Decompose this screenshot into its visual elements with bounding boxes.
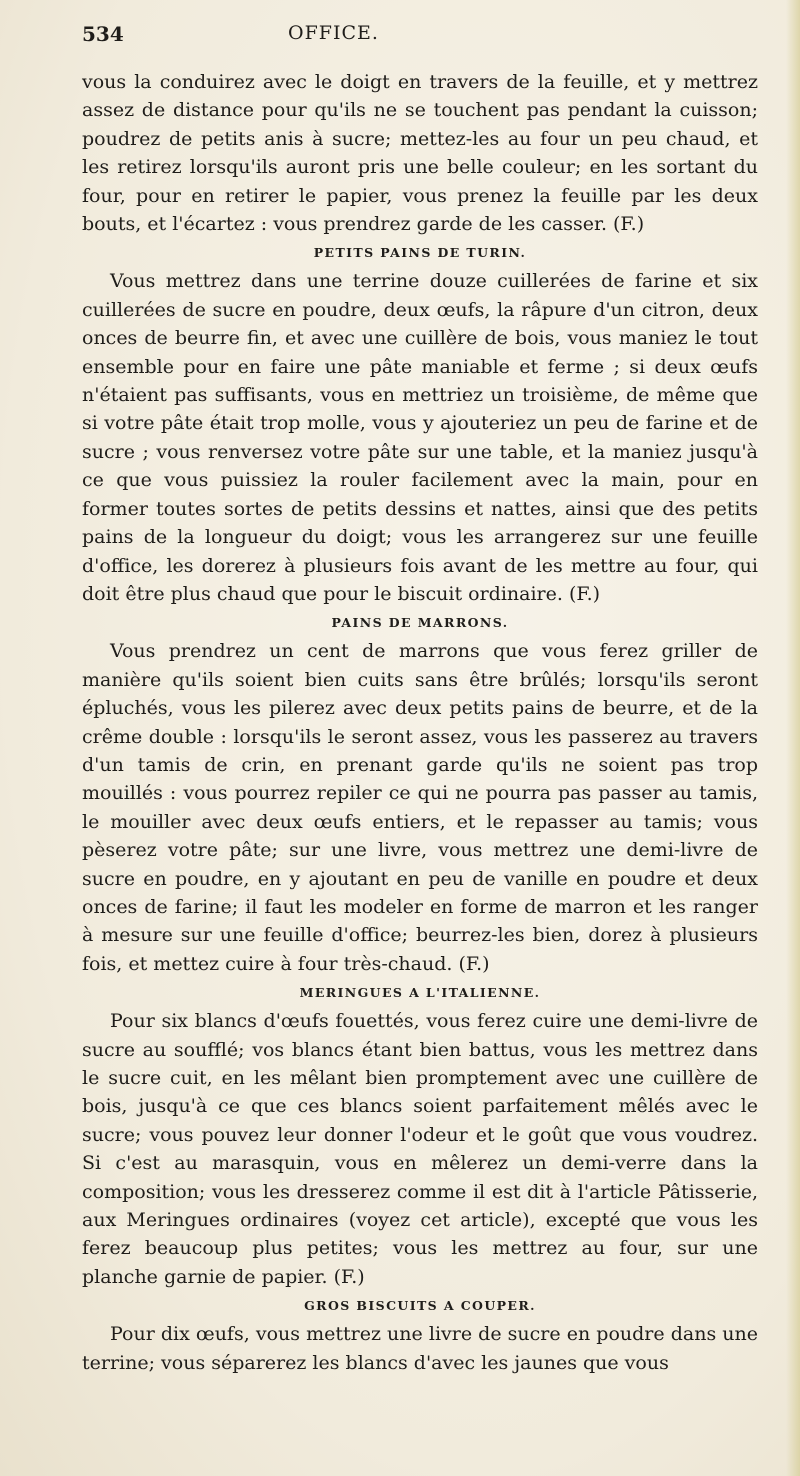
- section-title-gros-biscuits-a-couper: GROS BISCUITS A COUPER.: [304, 1298, 536, 1314]
- section-title-meringues-a-litalienne: MERINGUES A L'ITALIENNE.: [299, 985, 541, 1001]
- paragraph-pains-de-marrons: Vous prendrez un cent de marrons que vous ferez griller de manière qu'ils soient bien cuits sans être brûlés; lorsqu'ils seront épluchés, vous les pilerez avec deux petits pains de beurre, et de la crême double : lorsqu'ils le seront assez, vous les passerez au travers d'un tamis de crin, en prenant garde qu'ils ne soient pas trop mouillés : vous pourrez repiler ce qui ne pourra pas passer au tamis, le mouiller avec deux œufs entiers, et le repasser au tamis; vous pèserez votre pâte; sur une livre, vous mettrez une demi-livre de sucre en poudre, en y ajoutant en peu de vanille en poudre et deux onces de farine; il faut les modeler en forme de marron et les ranger à mesure sur une feuille d'office; beurrez-les bien, dorez à plusieurs fois, et mettez cuire à four très-chaud. (F.): [82, 640, 758, 975]
- section-title-petits-pains-de-turin: PETITS PAINS DE TURIN.: [313, 245, 527, 261]
- running-head: OFFICE.: [288, 22, 379, 44]
- page-number: 534: [82, 22, 124, 46]
- page-edge-stain: [786, 0, 800, 1476]
- body-text: [82, 68, 758, 1377]
- page-header: [82, 18, 758, 48]
- paragraph-petits-pains-de-turin: Vous mettrez dans une terrine douze cuillerées de farine et six cuillerées de sucre en poudre, deux œufs, la râpure d'un citron, deux onces de beurre fin, et avec une cuillère de bois, vous maniez le tout ensemble pour en faire une pâte maniable et ferme ; si deux œufs n'étaient pas suffisants, vous en mettriez un troisième, de même que si votre pâte était trop molle, vous y ajouteriez un peu de farine et de sucre ; vous renversez votre pâte sur une table, et la maniez jusqu'à ce que vous puissiez la rouler facilement avec la main, pour en former toutes sortes de petits dessins et nattes, ainsi que des petits pains de la longueur du doigt; vous les arrangerez sur une feuille d'office, les dorerez à plusieurs fois avant de les mettre au four, qui doit être plus chaud que pour le biscuit ordinaire. (F.): [82, 270, 758, 605]
- paragraph-gros-biscuits-a-couper: Pour dix œufs, vous mettrez une livre de sucre en poudre dans une terrine; vous séparerez les blancs d'avec les jaunes que vous: [82, 1323, 758, 1374]
- paragraph-continued: vous la conduirez avec le doigt en travers de la feuille, et y mettrez assez de distance pour qu'ils ne se touchent pas pendant la cuisson; poudrez de petits anis à sucre; mettez-les au four un peu chaud, et les retirez lorsqu'ils auront pris une belle couleur; en les sortant du four, pour en retirer le papier, vous prenez la feuille par les deux bouts, et l'écartez : vous prendrez garde de les casser. (F.): [82, 71, 758, 236]
- paragraph-meringues-a-litalienne: Pour six blancs d'œufs fouettés, vous ferez cuire une demi-livre de sucre au soufflé; vos blancs étant bien battus, vous les mettrez dans le sucre cuit, en les mêlant bien promptement avec une cuillère de bois, jusqu'à ce que ces blancs soient parfaitement mêlés avec le sucre; vous pouvez leur donner l'odeur et le goût que vous voudrez. Si c'est au marasquin, vous en mêlerez un demi-verre dans la composition; vous les dresserez comme il est dit à l'article Pâtisserie, aux Meringues ordinaires (voyez cet article), excepté que vous les ferez beaucoup plus petites; vous les mettrez au four, sur une planche garnie de papier. (F.): [82, 1010, 758, 1288]
- section-title-pains-de-marrons: PAINS DE MARRONS.: [331, 615, 509, 631]
